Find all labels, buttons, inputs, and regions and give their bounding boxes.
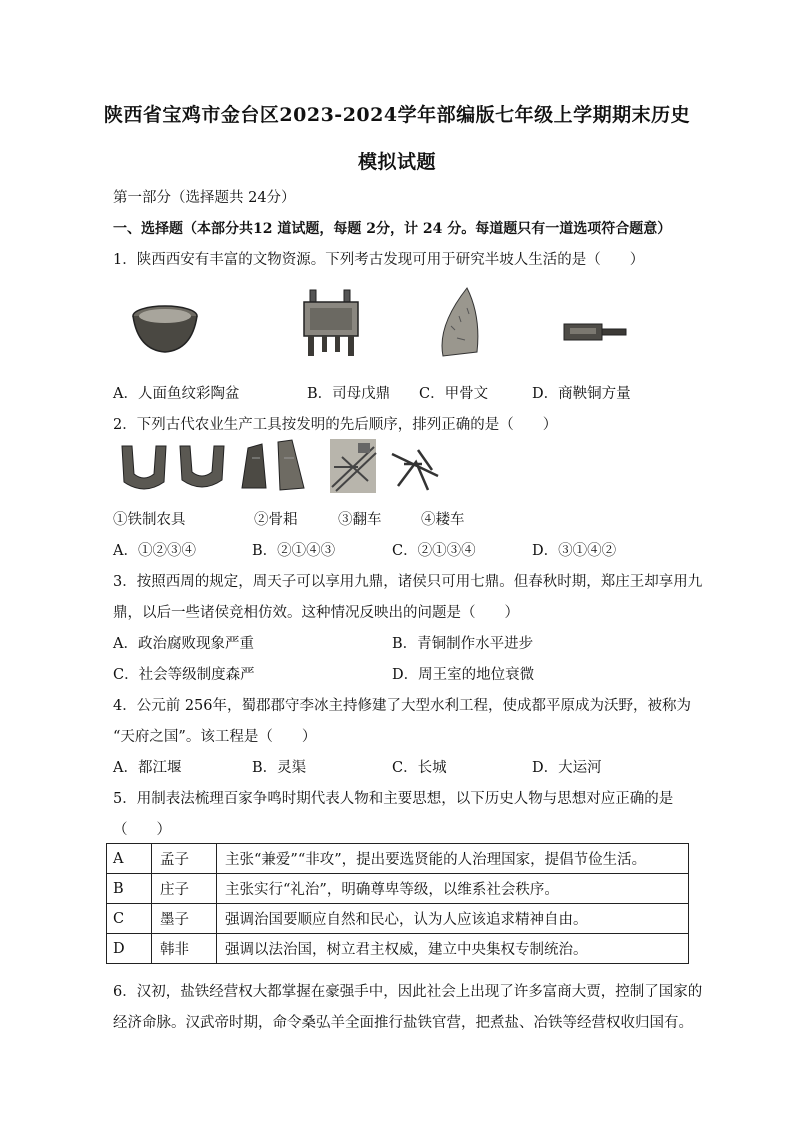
row-person: 墨子 [152, 904, 217, 934]
q1-option-c[interactable]: C．甲骨文 [419, 386, 489, 402]
row-person: 孟子 [152, 844, 217, 874]
q2-label-4: ④耧车 [421, 512, 465, 528]
q3-option-b[interactable]: B．青铜制作水平进步 [392, 636, 534, 652]
oracle-bone-image [437, 286, 483, 362]
row-idea: 强调治国要顺应自然和民心，认为人应该追求精神自由。 [217, 904, 689, 934]
bronze-measure-image [560, 318, 630, 352]
seed-drill-image [388, 446, 442, 496]
q2-label-3: ③翻车 [338, 512, 382, 528]
q4-option-a[interactable]: A．都江堰 [113, 760, 182, 776]
q5-stem-line2: （ ） [113, 822, 171, 838]
q2-option-b[interactable]: B．②①④③ [252, 543, 336, 559]
row-key: D [107, 934, 152, 964]
q4-stem-line2: “天府之国”。该工程是（ ） [113, 729, 317, 745]
q3-option-a[interactable]: A．政治腐败现象严重 [113, 636, 254, 652]
row-key: B [107, 874, 152, 904]
pottery-basin-image [130, 300, 200, 364]
q3-stem-line2: 鼎，以后一些诸侯竞相仿效。这种情况反映出的问题是（ ） [113, 605, 519, 621]
q4-option-d[interactable]: D．大运河 [532, 760, 602, 776]
iron-tools-image [118, 442, 228, 500]
row-idea: 主张“兼爱”“非攻”，提出要选贤能的人治理国家，提倡节俭生活。 [217, 844, 689, 874]
row-idea: 主张实行“礼治”，明确尊卑等级，以维系社会秩序。 [217, 874, 689, 904]
q6-stem-line1: 6．汉初，盐铁经营权大都掌握在豪强手中，因此社会上出现了许多富商大贾，控制了国家的 [113, 984, 703, 1000]
water-wheel-image [328, 437, 378, 499]
q6-stem-line2: 经济命脉。汉武帝时期，命令桑弘羊全面推行盐铁官营，把煮盐、冶铁等经营权收归国有。 [113, 1015, 693, 1031]
q4-option-c[interactable]: C．长城 [392, 760, 447, 776]
row-key: A [107, 844, 152, 874]
q1-option-a[interactable]: A．人面鱼纹彩陶盆 [113, 386, 240, 402]
page-subtitle: 模拟试题 [357, 151, 436, 173]
q1-stem: 1．陕西西安有丰富的文物资源。下列考古发现可用于研究半坡人生活的是（ ） [113, 252, 645, 268]
q2-label-2: ②骨耜 [254, 512, 298, 528]
row-person: 庄子 [152, 874, 217, 904]
page-title: 陕西省宝鸡市金台区2023-2024学年部编版七年级上学期期末历史 [103, 104, 691, 126]
row-person: 韩非 [152, 934, 217, 964]
section-heading: 一、选择题（本部分共12 道试题，每题 2分，计 24 分。每道题只有一道选项符合题意） [113, 221, 672, 237]
q3-option-c[interactable]: C．社会等级制度森严 [113, 667, 255, 683]
q2-option-c[interactable]: C．②①③④ [392, 543, 476, 559]
row-idea: 强调以法治国，树立君主权威，建立中央集权专制统治。 [217, 934, 689, 964]
bronze-ding-image [300, 288, 362, 364]
q4-stem-line1: 4．公元前 256年，蜀郡郡守李冰主持修建了大型水利工程，使成都平原成为沃野，被称为 [113, 698, 692, 714]
table-row [107, 934, 689, 964]
q2-option-d[interactable]: D．③①④② [532, 543, 617, 559]
q3-option-d[interactable]: D．周王室的地位衰微 [392, 667, 535, 683]
q1-option-b[interactable]: B．司母戊鼎 [307, 386, 391, 402]
q4-option-b[interactable]: B．灵渠 [252, 760, 307, 776]
q5-stem-line1: 5．用制表法梳理百家争鸣时期代表人物和主要思想，以下历史人物与思想对应正确的是 [113, 791, 674, 807]
q3-stem-line1: 3．按照西周的规定，周天子可以享用九鼎，诸侯只可用七鼎。但春秋时期，郑庄王却享用九 [113, 574, 703, 590]
bone-spade-image [238, 438, 308, 498]
q1-option-d[interactable]: D．商鞅铜方量 [532, 386, 631, 402]
row-key: C [107, 904, 152, 934]
q2-stem: 2．下列古代农业生产工具按发明的先后顺序，排列正确的是（ ） [113, 417, 558, 433]
table-row [107, 874, 689, 904]
table-row [107, 904, 689, 934]
table-row [107, 844, 689, 874]
part-label: 第一部分（选择题共 24分） [113, 190, 296, 206]
q2-option-a[interactable]: A．①②③④ [113, 543, 196, 559]
q2-label-1: ①铁制农具 [113, 512, 186, 528]
thinkers-table [106, 843, 689, 964]
